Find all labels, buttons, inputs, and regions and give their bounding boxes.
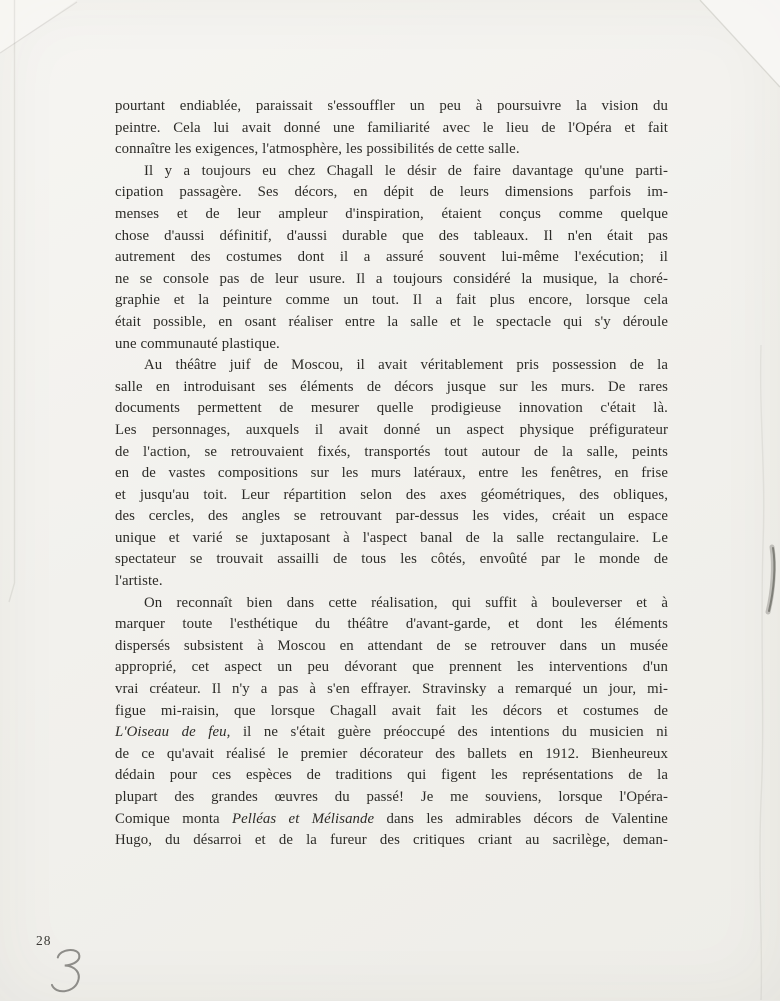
text-line [115, 571, 668, 593]
text-segment: spectateur se trouvait assailli de tous les côtés, envoûté par le monde de [115, 551, 668, 568]
text-segment: unique et varié se juxtaposant à l'aspect banal de la salle rectangulaire. Le [115, 529, 668, 546]
text-line [115, 744, 668, 766]
text-segment: Il y a toujours eu chez Chagall le désir de faire davantage qu'une parti- [144, 162, 668, 179]
text-segment: Comique monta [115, 810, 232, 827]
fold-top-left [0, 0, 77, 53]
text-line [115, 204, 668, 226]
text-segment: salle en introduisant ses éléments de décors jusque sur les murs. De rares [115, 378, 668, 395]
text-segment: On reconnaît bien dans cette réalisation, qui suffit à bouleverser et à [144, 594, 668, 611]
text-segment: vrai créateur. Il n'y a pas à s'en effrayer. Stravinsky a remarqué un jour, mi- [115, 681, 668, 698]
text-line [115, 701, 668, 723]
text-segment: il ne s'était guère préoccupé des intentions du musicien ni [230, 724, 668, 741]
text-line [115, 506, 668, 528]
text-segment: peintre. Cela lui avait donné une familiarité avec le lieu de l'Opéra et fait [115, 119, 668, 136]
text-segment: graphie et la peinture comme un tout. Il a fait plus encore, lorsque cela [115, 292, 668, 309]
text-segment: connaître les exigences, l'atmosphère, les possibilités de cette salle. [115, 141, 520, 158]
text-segment: figue mi-raisin, que lorsque Chagall avait fait les décors et costumes de [115, 702, 668, 719]
text-line [115, 182, 668, 204]
text-segment: était possible, en osant réaliser entre la salle et le spectacle qui s'y déroule [115, 313, 668, 330]
handwritten-annotation [44, 941, 91, 1000]
text-line [115, 312, 668, 334]
text-line [115, 657, 668, 679]
text-segment: une communauté plastique. [115, 335, 280, 352]
text-line [115, 830, 668, 852]
fold-line-top-right [700, 0, 780, 87]
text-segment: dispersés subsistent à Moscou en attendant de se retrouver dans un musée [115, 637, 668, 654]
text-line [115, 161, 668, 183]
text-line [115, 787, 668, 809]
sheet-edge-left [9, 0, 15, 602]
paragraph [115, 161, 668, 355]
text-segment: et jusqu'au toit. Leur répartition selon des axes géométriques, des obliques, [115, 486, 668, 503]
text-segment: ne se console pas de leur usure. Il a toujours considéré la musique, la choré- [115, 270, 668, 287]
text-segment: de l'action, se retrouvaient fixés, transportés tout autour de la salle, peints [115, 443, 668, 460]
text-segment: l'artiste. [115, 573, 163, 590]
text-segment: menses et de leur ampleur d'inspiration, étaient conçus comme quelque [115, 205, 668, 222]
text-segment: chose d'aussi définitif, d'aussi durable que des tableaux. Il n'en était pas [115, 227, 668, 244]
text-line [115, 334, 668, 356]
text-segment: approprié, cet aspect un peu dévorant que prennent les interventions d'un [115, 659, 668, 676]
text-segment: des cercles, des angles se retrouvant par-dessus les vides, créait un espace [115, 508, 668, 525]
text-line [115, 485, 668, 507]
text-line [115, 679, 668, 701]
work-title-italic: L'Oiseau de feu, [115, 724, 231, 741]
text-segment: plupart des grandes œuvres du passé! Je me souviens, lorsque l'Opéra- [115, 789, 668, 805]
text-line [115, 398, 668, 420]
text-line [115, 377, 668, 399]
text-line [115, 722, 668, 744]
text-line [115, 636, 668, 658]
text-line [115, 765, 668, 787]
text-segment: Les personnages, auxquels il avait donné un aspect physique préfigurateur [115, 421, 668, 438]
paragraph [115, 355, 668, 593]
text-segment: documents permettent de mesurer quelle prodigieuse innovation c'était là. [115, 400, 668, 417]
text-segment: Hugo, du désarroi et de la fureur des critiques criant au sacrilège, deman- [115, 832, 668, 849]
paragraph [115, 593, 668, 852]
text-line [115, 355, 668, 377]
work-title-italic: Pelléas et Mélisande [232, 810, 375, 827]
sheet-edge-right [760, 345, 764, 1000]
text-segment: de ce qu'avait réalisé le premier décorateur des ballets en 1912. Bienheureux [115, 745, 668, 762]
text-line [115, 614, 668, 636]
text-line [115, 290, 668, 312]
text-line [115, 809, 668, 831]
text-segment: dédain pour ces espèces de traditions qui figent les représentations de la [115, 767, 668, 784]
text-segment: marquer toute l'esthétique du théâtre d'avant-garde, et dont les éléments [115, 616, 668, 633]
text-segment: Au théâtre juif de Moscou, il avait véritablement pris possession de la [144, 357, 668, 374]
text-line [115, 442, 668, 464]
paragraph [115, 96, 668, 161]
text-block [115, 96, 668, 852]
text-segment: dans les admirables décors de Valentine [374, 810, 668, 827]
text-line [115, 139, 668, 161]
page-number: 28 [36, 933, 52, 948]
fold-top-right [700, 0, 780, 87]
text-line [115, 269, 668, 291]
text-segment: pourtant endiablée, paraissait s'essouffler un peu à poursuivre la vision du [115, 98, 668, 114]
text-line [115, 118, 668, 140]
text-line [115, 593, 668, 615]
text-segment: en de vastes compositions sur les murs latéraux, entre les fenêtres, en frise [115, 465, 668, 482]
right-edge-streak [768, 547, 773, 612]
text-line [115, 96, 668, 118]
right-edge-streak-core [769, 548, 774, 611]
text-segment: autrement des costumes dont il a assuré souvent lui-même l'exécution; il [115, 249, 668, 266]
fold-line-top-left [0, 2, 77, 53]
text-line [115, 226, 668, 248]
text-line [115, 549, 668, 571]
text-segment: cipation passagère. Ses décors, en dépit de leurs dimensions parfois im- [115, 184, 668, 201]
text-line [115, 247, 668, 269]
text-line [115, 463, 668, 485]
text-line [115, 528, 668, 550]
text-line [115, 420, 668, 442]
